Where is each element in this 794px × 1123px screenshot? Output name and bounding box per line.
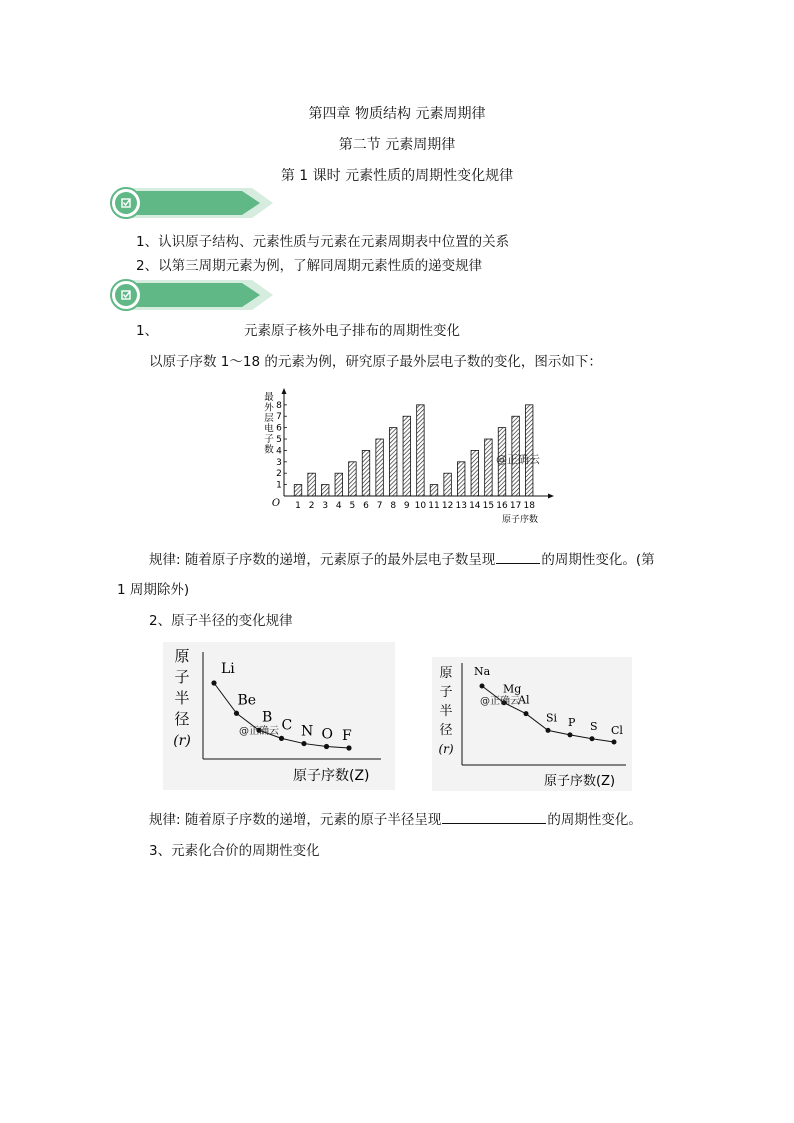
y-axis-label	[438, 666, 453, 756]
y-axis-label-char: 子	[439, 685, 453, 700]
x-tick-label: 15	[482, 501, 495, 511]
lesson-title: 第 1 课时 元素性质的周期性变化规律	[280, 168, 514, 184]
knowledge-banner	[110, 277, 275, 313]
data-point	[234, 711, 239, 716]
data-point	[568, 732, 573, 737]
data-point	[301, 741, 306, 746]
y-axis-label-char: 原	[439, 666, 453, 681]
element-label: O	[321, 726, 333, 743]
y-axis-label-char: 电	[264, 423, 274, 435]
part2-rule	[149, 808, 642, 828]
x-tick-label: 17	[509, 501, 522, 511]
watermark: @正确云	[239, 726, 279, 737]
bar	[389, 428, 397, 496]
x-tick-label: 7	[376, 501, 383, 511]
y-tick-label: 3	[276, 457, 282, 468]
y-axis-label-char: 数	[264, 444, 274, 456]
element-label: P	[568, 715, 576, 729]
x-tick-label: 14	[469, 501, 481, 511]
element-label: N	[301, 723, 314, 740]
bar	[308, 473, 316, 496]
bar	[362, 450, 370, 496]
element-label: Si	[546, 711, 558, 725]
x-axis-label: 原子序数(Z)	[544, 774, 616, 789]
origin-label: O	[271, 498, 281, 509]
bar	[485, 439, 493, 496]
y-axis-label-char: 外	[264, 402, 274, 414]
bar	[444, 473, 452, 496]
element-label: Al	[518, 693, 530, 707]
x-tick-label: 16	[496, 501, 508, 511]
objective-2: 2、以第三周期元素为例，了解同周期元素性质的递变规律	[136, 258, 483, 274]
x-tick-label: 4	[335, 501, 342, 511]
y-axis-label-char: 层	[264, 413, 274, 424]
y-tick-label: 1	[276, 480, 282, 491]
bar	[403, 416, 411, 496]
x-tick-label: 18	[523, 501, 535, 511]
y-tick-label: 7	[276, 412, 282, 423]
part1-rule	[149, 548, 655, 568]
bar	[471, 450, 479, 496]
data-point	[211, 680, 216, 685]
y-tick-label: 2	[276, 469, 282, 480]
y-tick-label: 6	[276, 423, 282, 434]
y-axis-label	[264, 392, 274, 456]
part1-number: 1、	[136, 323, 159, 339]
y-axis-label-unit: (r)	[173, 733, 191, 749]
y-axis-label-char: 最	[264, 392, 274, 403]
y-axis-label-char: 半	[439, 704, 453, 719]
x-tick-label: 10	[414, 501, 427, 511]
y-tick-label: 8	[276, 400, 282, 411]
radius-chart-period3	[432, 657, 632, 791]
x-axis-arrow	[548, 494, 554, 499]
bar	[294, 485, 302, 496]
x-tick-label: 2	[308, 501, 315, 511]
x-tick-label: 5	[349, 501, 356, 511]
watermark: @正确云	[496, 453, 540, 466]
element-label: Li	[221, 661, 235, 677]
y-axis-label-char: 径	[174, 710, 190, 728]
x-tick-label: 3	[322, 501, 329, 511]
part1-heading: 元素原子核外电子排布的周期性变化	[244, 323, 460, 339]
bar	[525, 405, 533, 496]
bar	[349, 462, 357, 496]
bar	[376, 439, 384, 496]
element-label: Cl	[611, 724, 623, 737]
data-point	[324, 744, 329, 749]
bar	[417, 405, 425, 496]
y-tick-label: 5	[276, 435, 282, 446]
element-label: S	[590, 719, 598, 733]
x-tick-label: 6	[363, 501, 369, 511]
x-axis-label: 原子序数(Z)	[293, 768, 370, 784]
data-point	[612, 740, 617, 745]
answer-blank-2[interactable]	[442, 811, 546, 824]
x-tick-label: 1	[295, 501, 301, 511]
element-label: Mg	[503, 682, 522, 696]
y-tick-label: 4	[276, 446, 282, 457]
part1-intro: 以原子序数 1～18 的元素为例，研究原子最外层电子数的变化，图示如下：	[149, 354, 602, 370]
watermark: @正确云	[480, 696, 520, 707]
y-axis-label-char: 半	[174, 689, 190, 707]
x-axis-label: 原子序数	[501, 515, 539, 525]
rule-text-b: 的周期性变化。(第	[541, 552, 655, 568]
data-point	[480, 684, 485, 689]
y-axis-label-char: 原	[174, 647, 190, 665]
data-point	[546, 728, 551, 733]
chapter-title: 第四章 物质结构 元素周期律	[308, 106, 486, 122]
y-axis-label-unit: (r)	[438, 742, 454, 756]
data-point	[346, 745, 351, 750]
part1-rule-cont: 1 周期除外)	[117, 582, 190, 598]
x-tick-label: 13	[455, 501, 467, 511]
rule-text-b: 的周期性变化。	[547, 812, 642, 828]
data-point	[279, 736, 284, 741]
y-axis-label-char: 径	[439, 723, 453, 738]
x-tick-label: 8	[390, 501, 397, 511]
element-label: B	[262, 709, 273, 726]
bar	[321, 485, 329, 496]
x-tick-label: 12	[441, 501, 454, 511]
element-label: Na	[474, 665, 491, 678]
y-axis-arrow	[282, 388, 287, 394]
bar	[335, 473, 343, 496]
rule-text-a: 规律: 随着原子序数的递增，元素的原子半径呈现	[149, 812, 442, 828]
y-axis-label-char: 子	[174, 668, 190, 686]
objective-1: 1、认识原子结构、元素性质与元素在元素周期表中位置的关系	[136, 234, 510, 250]
part2-heading: 2、原子半径的变化规律	[149, 613, 293, 629]
element-label: F	[342, 728, 352, 744]
bar	[457, 462, 465, 496]
element-label: Be	[237, 692, 257, 709]
radius-chart-period2	[163, 642, 395, 790]
bar	[430, 485, 438, 496]
element-label: C	[281, 717, 293, 734]
x-tick-label: 9	[403, 501, 410, 511]
objectives-banner	[110, 185, 275, 221]
electron-bar-chart	[258, 388, 558, 530]
answer-blank-1[interactable]	[496, 551, 540, 564]
part3-heading: 3、元素化合价的周期性变化	[149, 843, 320, 859]
rule-text-a: 规律: 随着原子序数的递增，元素原子的最外层电子数呈现	[149, 552, 496, 568]
y-axis-label-char: 子	[264, 434, 274, 445]
data-point	[524, 711, 529, 716]
section-title: 第二节 元素周期律	[338, 137, 456, 153]
data-point	[590, 736, 595, 741]
x-tick-label: 11	[428, 501, 440, 511]
y-axis-label	[173, 647, 191, 749]
